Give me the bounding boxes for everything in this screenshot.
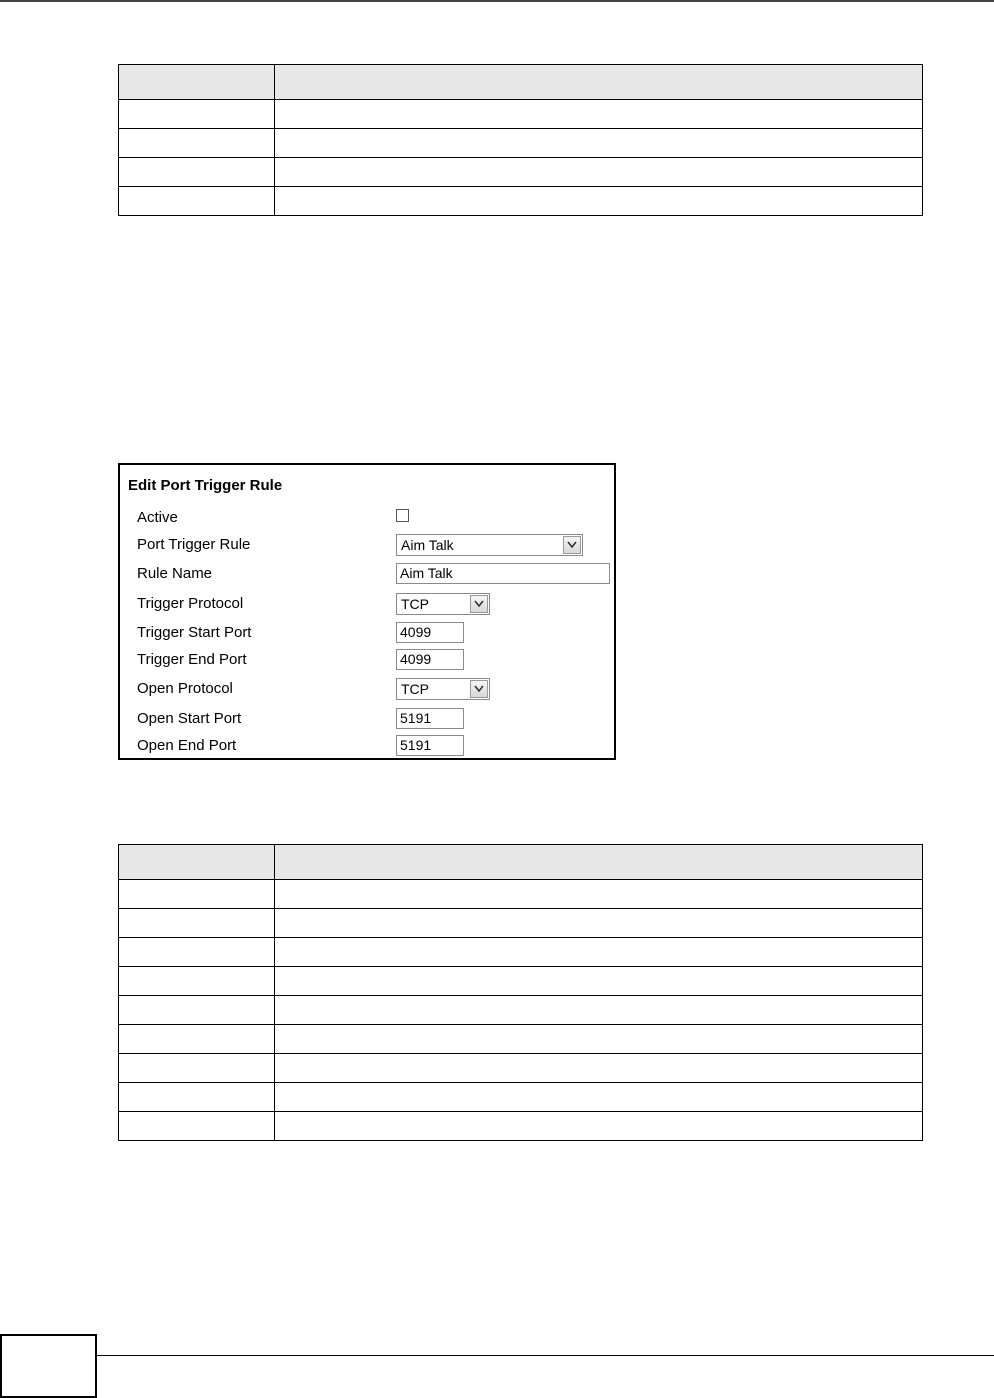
table-cell [275, 158, 923, 187]
table-cell [119, 996, 275, 1025]
trigger-start-port-label: Trigger Start Port [137, 624, 252, 641]
table-row [119, 996, 923, 1025]
table-cell [119, 100, 275, 129]
active-checkbox[interactable] [396, 509, 409, 522]
table-header-row [119, 845, 923, 880]
trigger-end-port-input[interactable]: 4099 [396, 649, 464, 670]
table-cell [275, 129, 923, 158]
table-cell [275, 996, 923, 1025]
panel-title: Edit Port Trigger Rule [128, 477, 283, 494]
table-cell [275, 967, 923, 996]
table-header-cell [119, 65, 275, 100]
open-protocol-value: TCP [401, 681, 429, 697]
header-rule [0, 0, 994, 2]
table-row [119, 1054, 923, 1083]
open-protocol-label: Open Protocol [137, 680, 233, 697]
port-trigger-rule-select[interactable] [396, 534, 583, 556]
open-end-port-input[interactable]: 5191 [396, 735, 464, 756]
table-row [119, 1112, 923, 1141]
table-cell [119, 1112, 275, 1141]
rule-name-input[interactable]: Aim Talk [396, 563, 610, 584]
table-header-cell [275, 845, 923, 880]
edit-port-trigger-rule-panel [118, 463, 616, 760]
table-cell [119, 909, 275, 938]
table-row [119, 187, 923, 216]
trigger-protocol-value: TCP [401, 596, 429, 612]
table-cell [275, 187, 923, 216]
open-start-port-label: Open Start Port [137, 710, 242, 727]
table-cell [119, 187, 275, 216]
table-row [119, 100, 923, 129]
table-cell [275, 909, 923, 938]
table-row [119, 158, 923, 187]
table-cell [119, 158, 275, 187]
table-row [119, 909, 923, 938]
description-table-top [118, 64, 923, 216]
table-row [119, 1025, 923, 1054]
table-cell [119, 938, 275, 967]
table-cell [275, 938, 923, 967]
open-start-port-input[interactable]: 5191 [396, 708, 464, 729]
rule-name-label: Rule Name [137, 565, 213, 582]
table-cell [119, 1025, 275, 1054]
chevron-down-icon[interactable] [563, 536, 581, 554]
description-table-bottom [118, 844, 923, 1141]
table-cell [275, 880, 923, 909]
open-end-port-label: Open End Port [137, 737, 237, 754]
table-row [119, 967, 923, 996]
table-header-cell [275, 65, 923, 100]
chevron-down-icon[interactable] [470, 680, 488, 698]
table-cell [119, 1083, 275, 1112]
open-protocol-select[interactable] [396, 678, 490, 700]
table-row [119, 880, 923, 909]
table-cell [275, 1054, 923, 1083]
table-cell [275, 100, 923, 129]
table-cell [119, 1054, 275, 1083]
port-trigger-rule-label: Port Trigger Rule [137, 536, 251, 553]
page-number-box [0, 1334, 97, 1398]
table-row [119, 1083, 923, 1112]
trigger-protocol-select[interactable] [396, 593, 490, 615]
table-cell [119, 129, 275, 158]
trigger-start-port-input[interactable]: 4099 [396, 622, 464, 643]
footer-rule [97, 1355, 994, 1356]
trigger-end-port-label: Trigger End Port [137, 651, 247, 668]
table-cell [119, 967, 275, 996]
table-header-cell [119, 845, 275, 880]
table-cell [275, 1083, 923, 1112]
trigger-protocol-label: Trigger Protocol [137, 595, 244, 612]
table-cell [275, 1025, 923, 1054]
port-trigger-rule-value: Aim Talk [401, 537, 454, 553]
chevron-down-icon[interactable] [470, 595, 488, 613]
table-header-row [119, 65, 923, 100]
table-row [119, 938, 923, 967]
table-cell [275, 1112, 923, 1141]
table-cell [119, 880, 275, 909]
active-label: Active [137, 509, 178, 526]
table-row [119, 129, 923, 158]
